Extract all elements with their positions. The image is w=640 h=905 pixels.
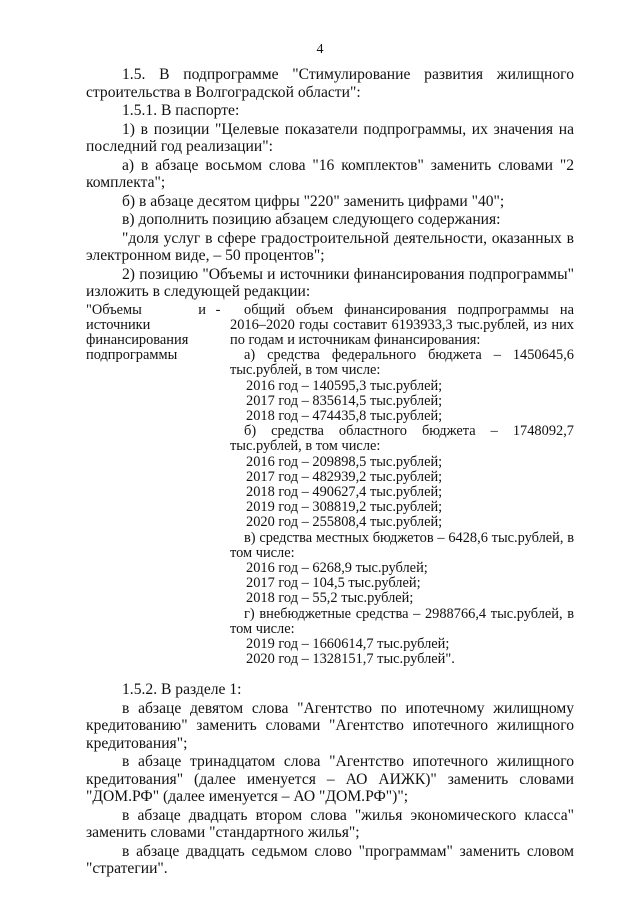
funding-year-line: 2016 год – 140595,3 тыс.рублей;	[246, 377, 443, 394]
paragraph-item-2: 2) позицию "Объемы и источники финансирования подпрограммы" изложить в следующей редакции:	[86, 265, 574, 300]
paragraph-item-v: в) дополнить позицию абзацем следующего содержания:	[122, 211, 501, 228]
document-body	[86, 66, 574, 879]
funding-year-line: 2018 год – 55,2 тыс.рублей;	[246, 590, 414, 607]
funding-year-line: 2017 год – 104,5 тыс.рублей;	[246, 575, 421, 592]
paragraph-thirteenth: в абзаце тринадцатом слова "Агентство ипотечного жилищного кредитования" (далее именуется – АО АИЖК)" заменить словами "ДОМ.РФ" (далее именуется – АО "ДОМ.РФ")";	[86, 753, 574, 806]
funding-local: в) средства местных бюджетов – 6428,6 тыс.рублей, в том числе:	[230, 529, 574, 561]
paragraph-1-5-1: 1.5.1. В паспорте:	[122, 102, 240, 119]
funding-year-line: 2017 год – 835614,5 тыс.рублей;	[246, 392, 443, 409]
funding-regional: б) средства областного бюджета – 1748092,7 тыс.рублей, в том числе:	[230, 423, 574, 455]
funding-year-line: 2020 год – 255808,4 тыс.рублей;	[246, 514, 443, 531]
paragraph-quote-share: "доля услуг в сфере градостроительной деятельности, оказанных в электронном виде, – 50 процентов";	[86, 229, 574, 264]
funding-extrabudgetary: г) внебюджетные средства – 2988766,4 тыс.рублей, в том числе:	[230, 605, 574, 637]
funding-federal: а) средства федерального бюджета – 1450645,6 тыс.рублей, в том числе:	[230, 347, 574, 379]
spacer	[86, 667, 574, 681]
paragraph-ninth: в абзаце девятом слова "Агентство по ипотечному жилищному кредитованию" заменить словами "Агентство ипотечного жилищного кредитования";	[86, 699, 574, 752]
paragraph-1-5: 1.5. В подпрограмме "Стимулирование развития жилищного строительства в Волгоградской области":	[86, 66, 574, 101]
funding-table	[86, 303, 574, 668]
funding-year-line: 2018 год – 490627,4 тыс.рублей;	[246, 483, 443, 500]
funding-year-line: 2017 год – 482939,2 тыс.рублей;	[246, 468, 443, 485]
paragraph-item-1: 1) в позиции "Целевые показатели подпрограммы, их значения на последний год реализации":	[86, 120, 574, 155]
funding-year-line: 2019 год – 308819,2 тыс.рублей;	[246, 499, 443, 516]
funding-table-dash: -	[215, 301, 221, 318]
funding-year-line: 2018 год – 474435,8 тыс.рублей;	[246, 407, 443, 424]
page-number: 4	[316, 42, 324, 57]
paragraph-1-5-2: 1.5.2. В разделе 1:	[122, 681, 242, 699]
funding-year-line: 2019 год – 1660614,7 тыс.рублей;	[246, 635, 450, 652]
funding-table-content	[230, 303, 574, 668]
paragraph-item-a: а) в абзаце восьмом слова "16 комплектов" заменить словами "2 комплекта";	[86, 156, 574, 191]
funding-total: общий объем финансирования подпрограммы на 2016–2020 годы составит 6193933,3 тыс.рублей, из них по годам и источникам финансирования:	[230, 301, 574, 348]
paragraph-item-b: б) в абзаце десятом цифры "220" заменить цифрами "40";	[122, 192, 505, 210]
funding-year-line: 2016 год – 6268,9 тыс.рублей;	[246, 559, 428, 576]
funding-table-label: "Объемы и источники финансирования подпрограммы	[86, 301, 206, 364]
funding-year-line: 2020 год – 1328151,7 тыс.рублей".	[246, 651, 455, 668]
paragraph-twenty-second: в абзаце двадцать втором слова "жилья экономического класса" заменить словами "стандартного жилья";	[86, 806, 574, 842]
paragraph-twenty-seventh: в абзаце двадцать седьмом слово "программам" заменить словом "стратегии".	[86, 842, 574, 878]
funding-year-line: 2016 год – 209898,5 тыс.рублей;	[246, 453, 443, 470]
